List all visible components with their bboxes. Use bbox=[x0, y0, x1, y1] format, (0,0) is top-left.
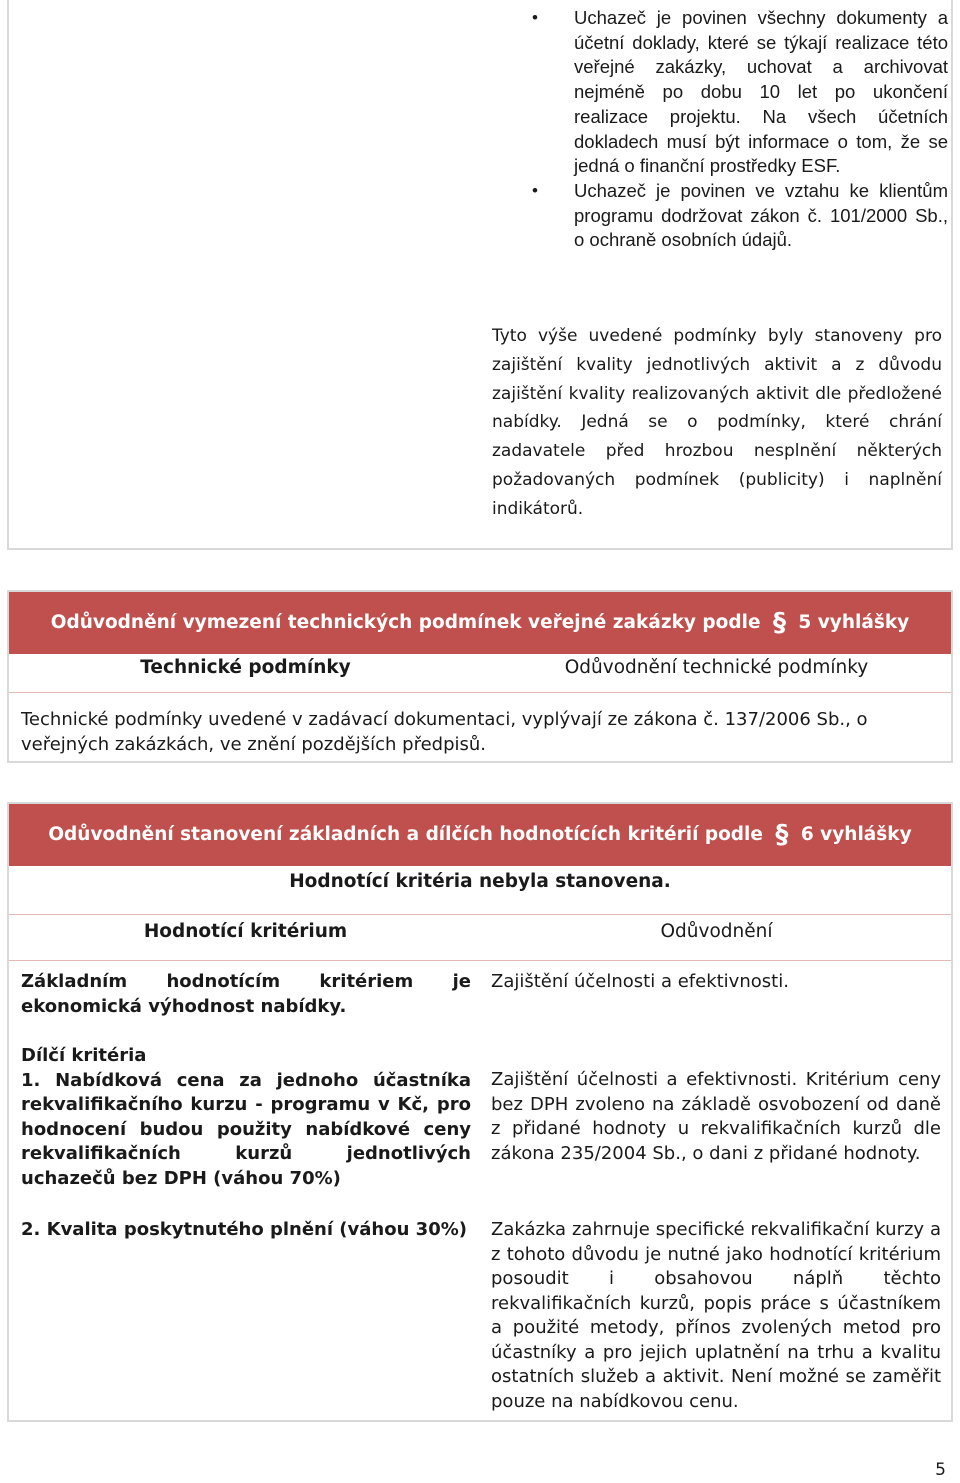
criteria-row3-right: Zakázka zahrnuje specifické rekvalifikační kurzy a z tohoto důvodu je nutné jako hodnotící kritérium posoudit i obsahovou náplň těchto rekvalifikačních kurzů, popis práce s účastníkem a použité metody, přínos zvolených metod pro účastníky a pro jejich uplatnění na trhu a kvalitu ostatních služeb a aktivit. Není možné se zaměřit pouze na nabídkovou cenu. bbox=[491, 1219, 941, 1412]
conditions-paragraph: Tyto výše uvedené podmínky byly stanoveny pro zajištění kvality jednotlivých aktivit a z důvodu zajištění kvality realizovaných aktivit dle předložené nabídky. Jedná se o podmínky, které chrání zadavatele před hrozbou nesplnění některých požadovaných podmínek (publicity) i naplnění indikátorů. bbox=[492, 326, 942, 519]
conditions-section bbox=[7, 0, 953, 550]
bullet-text: Uchazeč je povinen ve vztahu ke klientům programu dodržovat zákon č. 101/2000 Sb., o ochraně osobních údajů. bbox=[574, 179, 948, 251]
criteria-row1-left: Základním hodnotícím kritériem je ekonomická výhodnost nabídky. bbox=[21, 971, 471, 1017]
conditions-bullet-list bbox=[532, 6, 948, 253]
criteria-title-suffix: 6 vyhlášky bbox=[800, 823, 912, 845]
technical-title-prefix: Odůvodnění vymezení technických podmínek veřejné zakázky podle bbox=[50, 611, 761, 633]
criteria-row2-left: 1. Nabídková cena za jednoho účastníka rekvalifikačního kurzu - programu v Kč, pro hodnocení budou použity nabídkové ceny rekvalifikačních kurzů jednotlivých uchazečů bez DPH (váhou 70%) bbox=[21, 1069, 471, 1189]
criteria-row2-heading: Dílčí kritéria bbox=[21, 1045, 147, 1066]
section-mark-icon: § bbox=[775, 819, 789, 850]
technical-col1-header: Technické podmínky bbox=[140, 657, 351, 678]
criteria-row2-right: Zajištění účelnosti a efektivnosti. Kritérium ceny bez DPH zvoleno na základě osvobození od daně z přidané hodnoty u rekvalifikačních kurzů dle zákona 235/2004 Sb., o dani z přidané hodnoty. bbox=[491, 1069, 941, 1164]
technical-title-suffix: 5 vyhlášky bbox=[798, 611, 910, 633]
criteria-col1-header: Hodnotící kritérium bbox=[143, 921, 348, 942]
criteria-row1-right: Zajištění účelnosti a efektivnosti. bbox=[491, 971, 789, 992]
page-number: 5 bbox=[935, 1460, 946, 1480]
criteria-row3-left: 2. Kvalita poskytnutého plnění (váhou 30%) bbox=[21, 1219, 467, 1240]
divider bbox=[9, 692, 951, 693]
bullet-text: Uchazeč je povinen všechny dokumenty a účetní doklady, které se týkají realizace této veřejné zakázky, uchovat a archivovat nejméně po dobu 10 let po ukončení realizace projektu. Na všech účetních dokladech musí být informace o tom, že se jedná o finanční prostředky ESF. bbox=[574, 7, 948, 177]
bullet-icon: • bbox=[532, 180, 538, 200]
criteria-section-title bbox=[9, 804, 951, 866]
bullet-item bbox=[532, 6, 948, 179]
bullet-icon: • bbox=[532, 8, 538, 27]
criteria-title-prefix: Odůvodnění stanovení základních a dílčích hodnotících kritérií podle bbox=[48, 823, 763, 845]
technical-section-title bbox=[9, 592, 951, 654]
bullet-item bbox=[532, 179, 948, 253]
evaluation-criteria-table bbox=[7, 802, 953, 1422]
divider bbox=[9, 914, 951, 915]
technical-body-text: Technické podmínky uvedené v zadávací dokumentaci, vyplývají ze zákona č. 137/2006 Sb., o veřejných zakázkách, ve znění pozdějších předpisů. bbox=[21, 709, 868, 755]
technical-conditions-table bbox=[7, 590, 953, 763]
section-mark-icon: § bbox=[772, 607, 786, 638]
criteria-row2-left-block bbox=[21, 1044, 471, 1191]
criteria-note: Hodnotící kritéria nebyla stanovena. bbox=[289, 871, 671, 892]
technical-col2-header: Odůvodnění technické podmínky bbox=[564, 657, 869, 678]
criteria-col2-header: Odůvodnění bbox=[660, 921, 773, 942]
divider bbox=[9, 960, 951, 961]
